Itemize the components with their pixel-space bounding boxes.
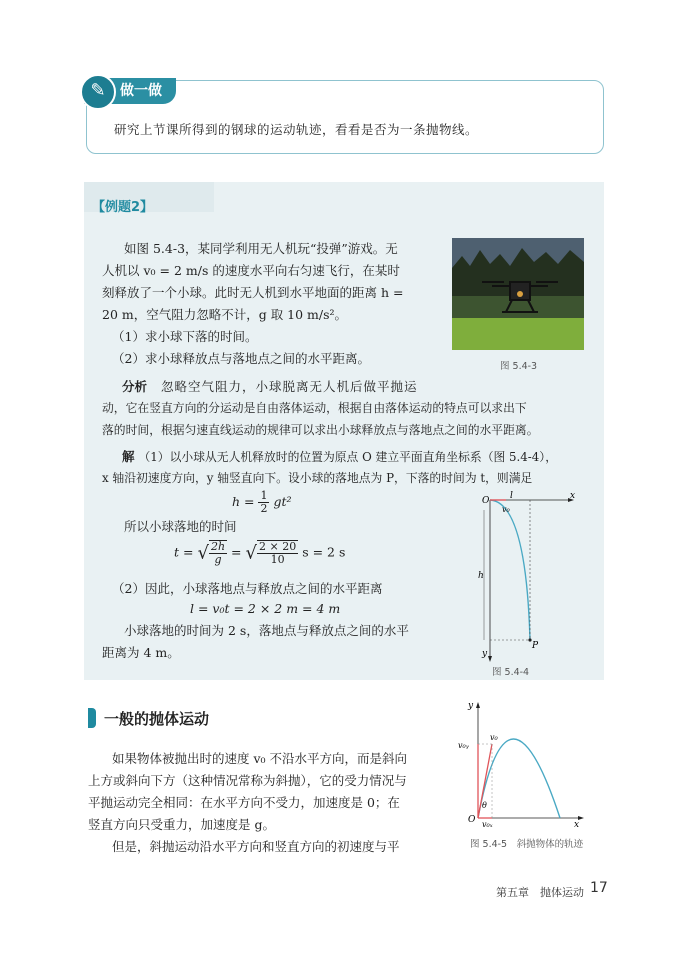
svg-text:v₀: v₀ [490, 733, 498, 742]
equation-2: t = √ $\frac{2h}{g}$ = √ $\frac{2 \times 20}{10}$ s = 2 s [174, 540, 346, 566]
equation-1: h = $\frac{1}{2}$ gt² [232, 489, 292, 515]
equation-3: l = v₀t = 2 × 2 m = 4 m [190, 601, 341, 616]
svg-text:P: P [532, 641, 539, 651]
section-line-1: 如果物体被抛出时的速度 v₀ 不沿水平方向，而是斜向 [112, 751, 408, 766]
solution-label: 解 [122, 449, 135, 464]
figure-5-4-4-caption: 图 5.4-4 [492, 667, 530, 678]
drone-photo [452, 238, 584, 350]
page-number: 17 [590, 880, 608, 896]
section-line-4: 竖直方向只受重力，加速度是 g。 [88, 817, 275, 832]
figure-5-4-3-caption: 图 5.4-3 [500, 361, 538, 372]
try-it-label: 做一做 [120, 83, 162, 99]
hand-icon: ✎ [80, 74, 116, 110]
svg-text:l: l [510, 491, 513, 501]
figure-5-4-4 [470, 490, 580, 670]
example-intro-2: 人机以 v₀ = 2 m/s 的速度水平向右匀速飞行，在某时 [102, 263, 400, 278]
figure-5-4-5 [456, 700, 586, 828]
example-intro-4: 20 m，空气阻力忽略不计，g 取 10 m/s²。 [102, 307, 348, 322]
example-intro-3: 刻释放了一个小球。此时无人机到水平地面的距离 h = [102, 285, 404, 300]
solution-line-1: （1）以小球从无人机释放时的位置为原点 O 建立平面直角坐标系（图 5.4-4）， [138, 450, 557, 464]
svg-text:h: h [478, 571, 484, 581]
time-label: 所以小球落地的时间 [124, 519, 237, 534]
svg-text:O: O [482, 496, 490, 506]
question-2: （2）求小球释放点与落地点之间的水平距离。 [112, 351, 370, 366]
chapter-footer: 第五章 抛体运动 [496, 886, 584, 899]
section-marker [88, 708, 96, 728]
analysis-line-3: 落的时间，根据匀速直线运动的规律可以求出小球释放点与落地点之间的水平距离。 [102, 423, 539, 437]
conclusion-line-1: 小球落地的时间为 2 s，落地点与释放点之间的水平 [124, 623, 409, 638]
svg-text:v₀: v₀ [502, 505, 510, 514]
svg-text:y: y [468, 701, 474, 711]
section-title: 一般的抛体运动 [104, 710, 210, 728]
svg-text:θ: θ [482, 801, 487, 810]
example-intro-1: 如图 5.4-3，某同学利用无人机玩“投弹”游戏。无 [124, 241, 398, 256]
section-line-5: 但是，斜抛运动沿水平方向和竖直方向的初速度与平 [112, 839, 400, 854]
solution-line-2: x 轴沿初速度方向，y 轴竖直向下。设小球的落地点为 P，下落的时间为 t，则满足 [102, 471, 533, 485]
analysis-label: 分析 [122, 379, 148, 394]
svg-text:v₀ₓ: v₀ₓ [482, 820, 493, 828]
analysis-line-2: 动，它在竖直方向的分运动是自由落体运动，根据自由落体运动的特点可以求出下 [102, 401, 527, 415]
figure-5-4-5-caption: 图 5.4-5 斜抛物体的轨迹 [470, 839, 584, 850]
analysis-line-1: 忽略空气阻力，小球脱离无人机后做平抛运 [161, 379, 418, 394]
section-line-2: 上方或斜向下方（这种情况常称为斜抛），它的受力情况与 [88, 773, 407, 788]
example-title: 【例题2】 [92, 200, 154, 215]
conclusion-line-2: 距离为 4 m。 [102, 645, 180, 660]
svg-text:v₀ᵧ: v₀ᵧ [458, 741, 469, 750]
part-2-text: （2）因此，小球落地点与释放点之间的水平距离 [112, 581, 383, 596]
svg-text:x: x [570, 491, 576, 501]
svg-text:x: x [574, 820, 580, 828]
question-1: （1）求小球下落的时间。 [112, 329, 258, 344]
try-it-text: 研究上节课所得到的钢球的运动轨迹，看看是否为一条抛物线。 [114, 122, 479, 137]
svg-text:y: y [482, 649, 488, 659]
svg-text:O: O [468, 815, 476, 825]
section-line-3: 平抛运动完全相同：在水平方向不受力，加速度是 0；在 [88, 795, 400, 810]
